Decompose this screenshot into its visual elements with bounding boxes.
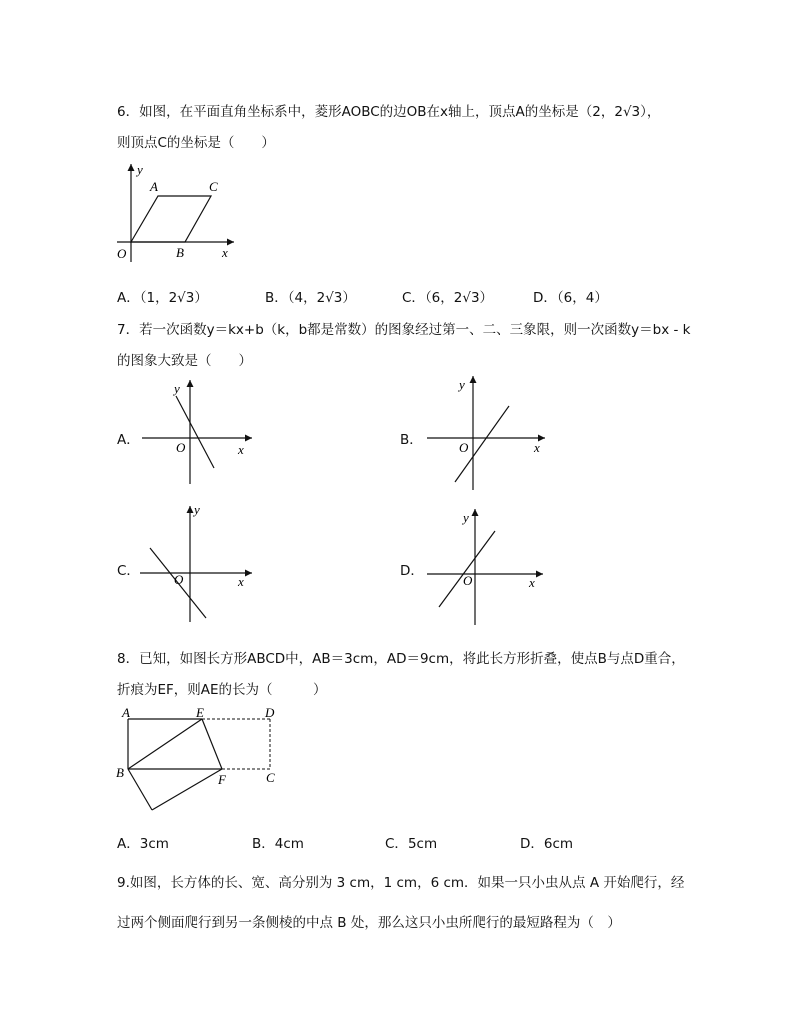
q6-label-O: O (117, 246, 127, 261)
svg-text:x: x (238, 442, 244, 457)
svg-text:A: A (122, 706, 130, 720)
q6-option-d[interactable]: D．（6，4） (533, 290, 608, 306)
q7-a-function-line (176, 396, 214, 468)
q8-crease-EF (202, 719, 222, 769)
q7-option-b-graph[interactable] (425, 372, 550, 492)
svg-text:y: y (463, 510, 469, 525)
svg-text:x: x (529, 575, 535, 590)
svg-text:y: y (194, 502, 200, 517)
svg-text:O: O (459, 440, 469, 455)
q7-option-c-graph[interactable] (138, 502, 258, 624)
q6-label-C: C (209, 179, 218, 194)
q7-stem-line1: 7．若一次函数y＝kx+b（k，b都是常数）的图象经过第一、二、三象限，则一次函数y＝bx - k (117, 322, 691, 338)
q8-stem-line2: 折痕为EF，则AE的长为（ ） (117, 682, 327, 698)
q6-stem-line2: 则顶点C的坐标是（ ） (117, 135, 275, 151)
q7-option-b-letter[interactable]: B． (400, 432, 423, 448)
q7-option-c-letter[interactable]: C． (117, 563, 140, 579)
q6-stem-line1: 6．如图，在平面直角坐标系中，菱形AOBC的边OB在x轴上，顶点A的坐标是（2，2√3）， (117, 104, 661, 120)
svg-text:x: x (534, 440, 540, 455)
q8-stem-line1: 8．已知，如图长方形ABCD中，AB＝3cm，AD＝9cm，将此长方形折叠，使点B与点D重合， (117, 651, 685, 667)
q9-stem-line1: 9.如图，长方体的长、宽、高分别为 3 cm，1 cm，6 cm．如果一只小虫从点 A 开始爬行，经 (117, 875, 685, 891)
q7-option-a-letter[interactable]: A． (117, 432, 140, 448)
q6-rhombus-figure (112, 158, 242, 268)
q8-folded-rectangle-figure (112, 706, 287, 814)
svg-text:x: x (238, 574, 244, 589)
q6-option-b[interactable]: B．（4，2√3） (265, 290, 356, 306)
q8-line-BE (128, 719, 202, 769)
svg-text:E: E (196, 706, 204, 720)
svg-text:B: B (116, 765, 124, 780)
q7-option-d-letter[interactable]: D． (400, 563, 424, 579)
svg-text:O: O (174, 572, 184, 587)
svg-text:C: C (266, 770, 275, 785)
svg-text:D: D (265, 706, 275, 720)
svg-text:O: O (176, 440, 186, 455)
q7-option-a-graph[interactable] (138, 376, 258, 486)
q9-stem-line2: 过两个侧面爬行到另一条侧棱的中点 B 处，那么这只小虫所爬行的最短路程为（ ） (117, 915, 621, 931)
svg-text:y: y (174, 381, 180, 396)
q6-rhombus-AOBC (131, 196, 211, 242)
q8-option-d[interactable]: D．6cm (520, 836, 574, 852)
q7-stem-line2: 的图象大致是（ ） (117, 353, 252, 369)
q6-label-B: B (176, 245, 184, 260)
q6-label-x: x (222, 245, 228, 260)
svg-text:y: y (459, 377, 465, 392)
q6-option-c[interactable]: C．（6，2√3） (402, 290, 494, 306)
svg-text:F: F (218, 772, 226, 787)
q7-d-function-line (439, 531, 495, 607)
q6-label-y: y (137, 162, 143, 177)
q8-option-c[interactable]: C．5cm (385, 836, 438, 852)
svg-text:O: O (463, 573, 473, 588)
q6-label-A: A (150, 179, 158, 194)
q8-option-b[interactable]: B．4cm (252, 836, 304, 852)
q6-option-a[interactable]: A．（1，2√3） (117, 290, 208, 306)
q7-option-d-graph[interactable] (425, 505, 550, 627)
q8-option-a[interactable]: A．3cm (117, 836, 169, 852)
